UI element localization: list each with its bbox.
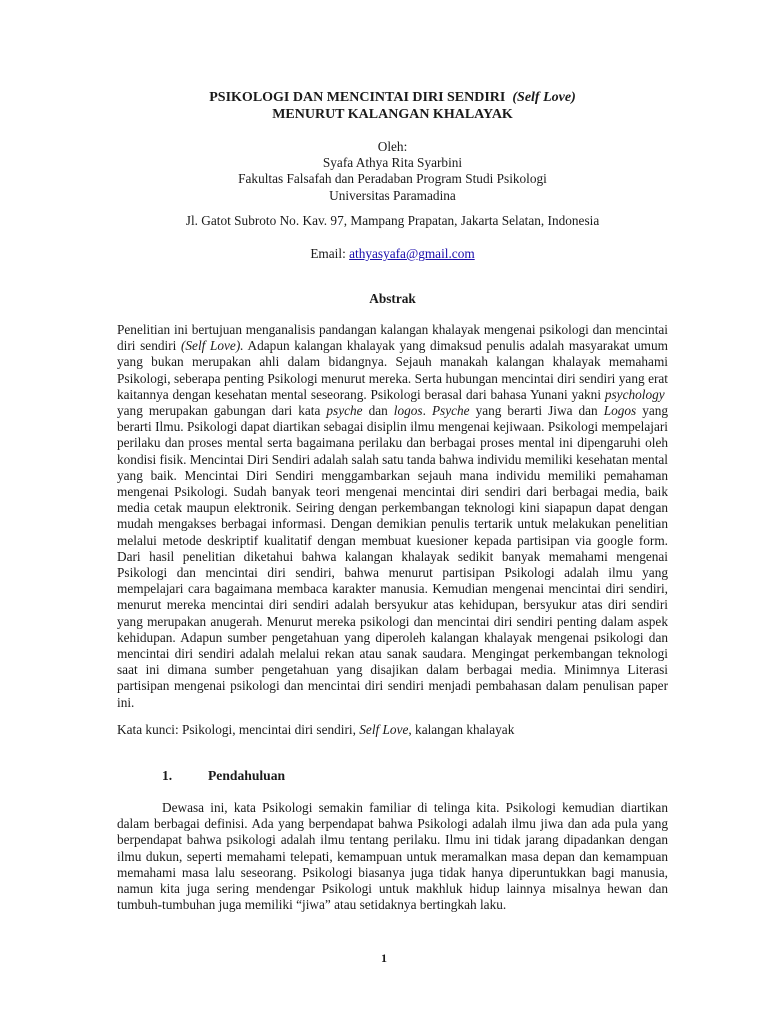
author-university: Universitas Paramadina <box>329 187 456 203</box>
abstract-heading: Abstrak <box>369 291 416 306</box>
author-by: Oleh: <box>377 139 408 154</box>
author-name: Syafa Athya Rita Syarbini <box>322 155 463 171</box>
email-link[interactable]: athyasyafa@gmail.com <box>349 246 475 261</box>
keywords: Kata kunci: Psikologi, mencintai diri sendiri, Self Love, kalangan khalayak <box>117 722 515 737</box>
page-number: 1 <box>381 951 387 965</box>
author-address: Jl. Gatot Subroto No. Kav. 97, Mampang Prapatan, Jakarta Selatan, Indonesia <box>185 213 600 228</box>
author-email-line <box>117 246 668 262</box>
author-block <box>117 139 668 204</box>
author-faculty: Fakultas Falsafah dan Peradaban Program Studi Psikologi <box>238 171 547 187</box>
title-self-love: (Self Love) <box>512 90 576 105</box>
email-label: Email: <box>310 246 346 261</box>
section-number: 1. <box>162 768 173 783</box>
section-heading-pendahuluan <box>162 768 285 784</box>
section-body: Dewasa ini, kata Psikologi semakin familiar di telinga kita. Psikologi kemudian diartikan dalam berbagai definisi. Ada yang berpendapat bahwa Psikologi adalah ilmu jiwa dan ada pula yang berpendapat bahwa psikologi adalah ilmu tentang perilaku. Ilmu ini tidak jarang dipadankan dengan ilmu dukun, seperti memahami telepati, kemampuan untuk meramalkan masa depan dan kemampuan memahami masa lalu seseorang. Psikologi biasanya juga tidak hanya diperuntukkan bagi manusia, namun kita juga sering mendengar Psikologi untuk makhluk hidup lainnya misalnya hewan dan tumbuh-tumbuhan juga memiliki “jiwa” atau setidaknya bertingkah laku. <box>117 800 668 913</box>
title-line-1: PSIKOLOGI DAN MENCINTAI DIRI SENDIRI (Self Love) <box>209 90 576 105</box>
title-line-2: MENURUT KALANGAN KHALAYAK <box>272 107 513 122</box>
abstract-body: Penelitian ini bertujuan menganalisis pandangan kalangan khalayak mengenai psikologi dan mencintai diri sendiri (Self Love). Adapun kalangan khalayak yang dimaksud penulis adalah masyarakat umum yang bukan merupakan ahli dalam bidangnya. Sejauh manakah kalangan khalayak memahami Psikologi, seberapa penting Psikologi menurut mereka. Serta hubungan mencintai diri sendiri yang erat kaitannya dengan kesehatan mental seseorang. Psikologi berasal dari bahasa Yunani yakni psychology yang merupakan gabungan dari kata psyche dan logos. Psyche yang berarti Jiwa dan Logos yang berarti Ilmu. Psikologi dapat diartikan sebagai disiplin ilmu mengenai kejiwaan. Psikologi mempelajari perilaku dan proses mental serta bagaimana perilaku dan berbagai proses mental ini dipengaruhi oleh kondisi fisik. Mencintai Diri Sendiri adalah salah satu tanda bahwa individu memiliki kesehatan mental yang baik. Mencintai Diri Sendiri menggambarkan sejauh mana individu memiliki pemahaman mengenai Psikologi. Sudah banyak teori mengenai mencintai diri sendiri dari berbagai media, baik media cetak maupun elektronik. Seiring dengan perkembangan teknologi kini siapapun dapat dengan mudah mengakses berbagai informasi. Dengan demikian penulis tertarik untuk melakukan penelitian melalui metode deskriptif kualitatif dengan membuat kuesioner kepada partisipan via google form. Dari hasil penelitian diketahui bahwa kalangan khalayak sedikit banyak memahami mengenai Psikologi dan mencintai diri sendiri, bahwa menurut partisipan Psikologi adalah ilmu yang mempelajari cara bagaimana membaca karakter manusia. Kemudian mengenai mencintai diri sendiri, menurut mereka mencintai diri sendiri adalah bersyukur atas kehidupan, bersyukur atas diri sendiri yang merupakan anugerah. Menurut mereka psikologi dan mencintai diri sendiri penting dalam aspek kehidupan. Adapun sumber pengetahuan yang diperoleh kalangan khalayak mengenai psikologi dan mencintai diri sendiri adalah melalui rekan atau sanak saudara. Mengingat perkembangan teknologi saat ini dimana sumber pengetahuan yang disajikan dalam berbagai media. Minimnya Literasi partisipan mengenai psikologi dan mencintai diri sendiri menjadi pembahasan dalam penulisan paper ini. <box>117 322 669 710</box>
section-title: Pendahuluan <box>208 768 286 783</box>
paper-title <box>117 89 668 123</box>
